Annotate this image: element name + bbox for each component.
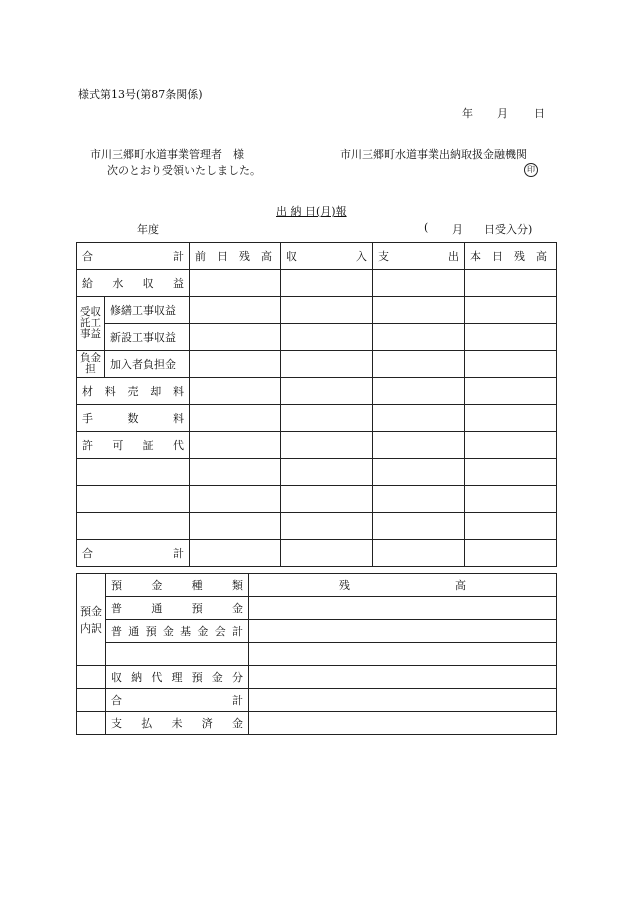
row-label-total: 合 計 (77, 540, 190, 567)
table-row (77, 351, 557, 378)
period-open: ( (424, 221, 429, 234)
cell[interactable] (281, 324, 373, 351)
row-label-subscriber-contribution: 加入者負担金 (105, 351, 190, 378)
cell[interactable] (281, 297, 373, 324)
cell[interactable] (190, 432, 281, 459)
cell[interactable] (281, 540, 373, 567)
cell[interactable] (190, 351, 281, 378)
table-row (77, 459, 557, 486)
row-label-permit-fees: 許 可 証 代 (77, 432, 190, 459)
cell[interactable] (373, 540, 465, 567)
deposit-row (77, 620, 557, 643)
row-label-ordinary-deposit: 普 通 預 金 (106, 597, 249, 620)
group-label-deposit-breakdown: 預金内訳 (77, 574, 106, 666)
cell[interactable] (373, 405, 465, 432)
table-row (77, 405, 557, 432)
row-label-blank[interactable] (77, 459, 190, 486)
row-label-material-sales: 材 料 売 却 料 (77, 378, 190, 405)
header-income: 収 入 (281, 243, 373, 270)
header-expense: 支 出 (373, 243, 465, 270)
left-blank (77, 712, 106, 735)
cell[interactable] (465, 486, 557, 513)
cell[interactable] (249, 712, 557, 735)
group-label-contract-work: 受収託工事益 (77, 297, 105, 351)
cell[interactable] (373, 432, 465, 459)
issuer: 市川三郷町水道事業出納取扱金融機関 (340, 148, 527, 161)
row-label-new-install-revenue: 新設工事収益 (105, 324, 190, 351)
cell[interactable] (465, 513, 557, 540)
cell[interactable] (373, 270, 465, 297)
cell[interactable] (373, 297, 465, 324)
report-table (76, 242, 557, 567)
table-header-row (77, 243, 557, 270)
receipt-statement: 次のとおり受領いたしました。 (107, 164, 261, 177)
cell[interactable] (465, 378, 557, 405)
date-year-label: 年 (462, 107, 473, 120)
row-label-ordinary-deposit-fund: 普 通 預 金 基 金 会 計 (106, 620, 249, 643)
table-row (77, 432, 557, 459)
cell[interactable] (373, 351, 465, 378)
table-row (77, 297, 557, 324)
form-number: 様式第13号(第87条関係) (78, 88, 203, 101)
cell[interactable] (373, 378, 465, 405)
cell[interactable] (249, 666, 557, 689)
cell[interactable] (465, 270, 557, 297)
table-row (77, 513, 557, 540)
row-label-fees: 手 数 料 (77, 405, 190, 432)
left-blank (77, 666, 106, 689)
row-label-water-revenue: 給 水 収 益 (77, 270, 190, 297)
cell[interactable] (190, 513, 281, 540)
header-deposit-type: 預 金 種 類 (106, 574, 249, 597)
cell[interactable] (281, 351, 373, 378)
date-day-label: 日 (534, 107, 545, 120)
cell[interactable] (281, 432, 373, 459)
row-label-unpaid: 支 払 未 済 金 (106, 712, 249, 735)
cell[interactable] (190, 405, 281, 432)
table-total-row (77, 540, 557, 567)
report-title: 出 納 日(月)報 (276, 205, 347, 218)
fiscal-year-label: 年度 (137, 223, 159, 236)
deposit-table (76, 573, 557, 735)
row-label-blank[interactable] (77, 486, 190, 513)
row-label-collection-agent-deposit: 収 納 代 理 預 金 分 (106, 666, 249, 689)
cell[interactable] (190, 297, 281, 324)
deposit-header-row (77, 574, 557, 597)
cell[interactable] (465, 459, 557, 486)
deposit-row (77, 666, 557, 689)
header-balance: 残 高 (249, 574, 557, 597)
cell[interactable] (373, 459, 465, 486)
seal-icon: 印 (524, 162, 538, 177)
cell[interactable] (281, 486, 373, 513)
cell[interactable] (373, 513, 465, 540)
cell[interactable] (465, 405, 557, 432)
row-label-total: 合 計 (106, 689, 249, 712)
cell[interactable] (249, 643, 557, 666)
cell[interactable] (465, 297, 557, 324)
cell[interactable] (465, 432, 557, 459)
table-row (77, 270, 557, 297)
header-today-balance: 本 日 残 高 (465, 243, 557, 270)
period-month: 月 (452, 223, 463, 236)
cell[interactable] (281, 270, 373, 297)
cell[interactable] (281, 405, 373, 432)
table-row (77, 486, 557, 513)
deposit-row (77, 643, 557, 666)
cell[interactable] (281, 513, 373, 540)
cell[interactable] (373, 324, 465, 351)
deposit-row (77, 712, 557, 735)
date-month-label: 月 (497, 107, 508, 120)
cell[interactable] (249, 620, 557, 643)
table-row (77, 378, 557, 405)
cell[interactable] (190, 378, 281, 405)
cell[interactable] (190, 540, 281, 567)
header-prev-balance: 前 日 残 高 (190, 243, 281, 270)
period-rest: 日受入分) (484, 223, 533, 236)
table-row (77, 324, 557, 351)
cell[interactable] (190, 270, 281, 297)
row-label-blank[interactable] (106, 643, 249, 666)
cell[interactable] (281, 378, 373, 405)
row-label-blank[interactable] (77, 513, 190, 540)
cell[interactable] (190, 324, 281, 351)
deposit-row (77, 597, 557, 620)
header-total: 合 計 (77, 243, 190, 270)
row-label-repair-revenue: 修繕工事収益 (105, 297, 190, 324)
addressee: 市川三郷町水道事業管理者 様 (90, 148, 244, 161)
cell[interactable] (190, 486, 281, 513)
cell[interactable] (465, 351, 557, 378)
group-label-contribution: 負金担 (77, 351, 105, 378)
cell[interactable] (249, 597, 557, 620)
cell[interactable] (465, 540, 557, 567)
cell[interactable] (281, 459, 373, 486)
cell[interactable] (373, 486, 465, 513)
cell[interactable] (190, 459, 281, 486)
cell[interactable] (465, 324, 557, 351)
cell[interactable] (249, 689, 557, 712)
deposit-row (77, 689, 557, 712)
left-blank (77, 689, 106, 712)
